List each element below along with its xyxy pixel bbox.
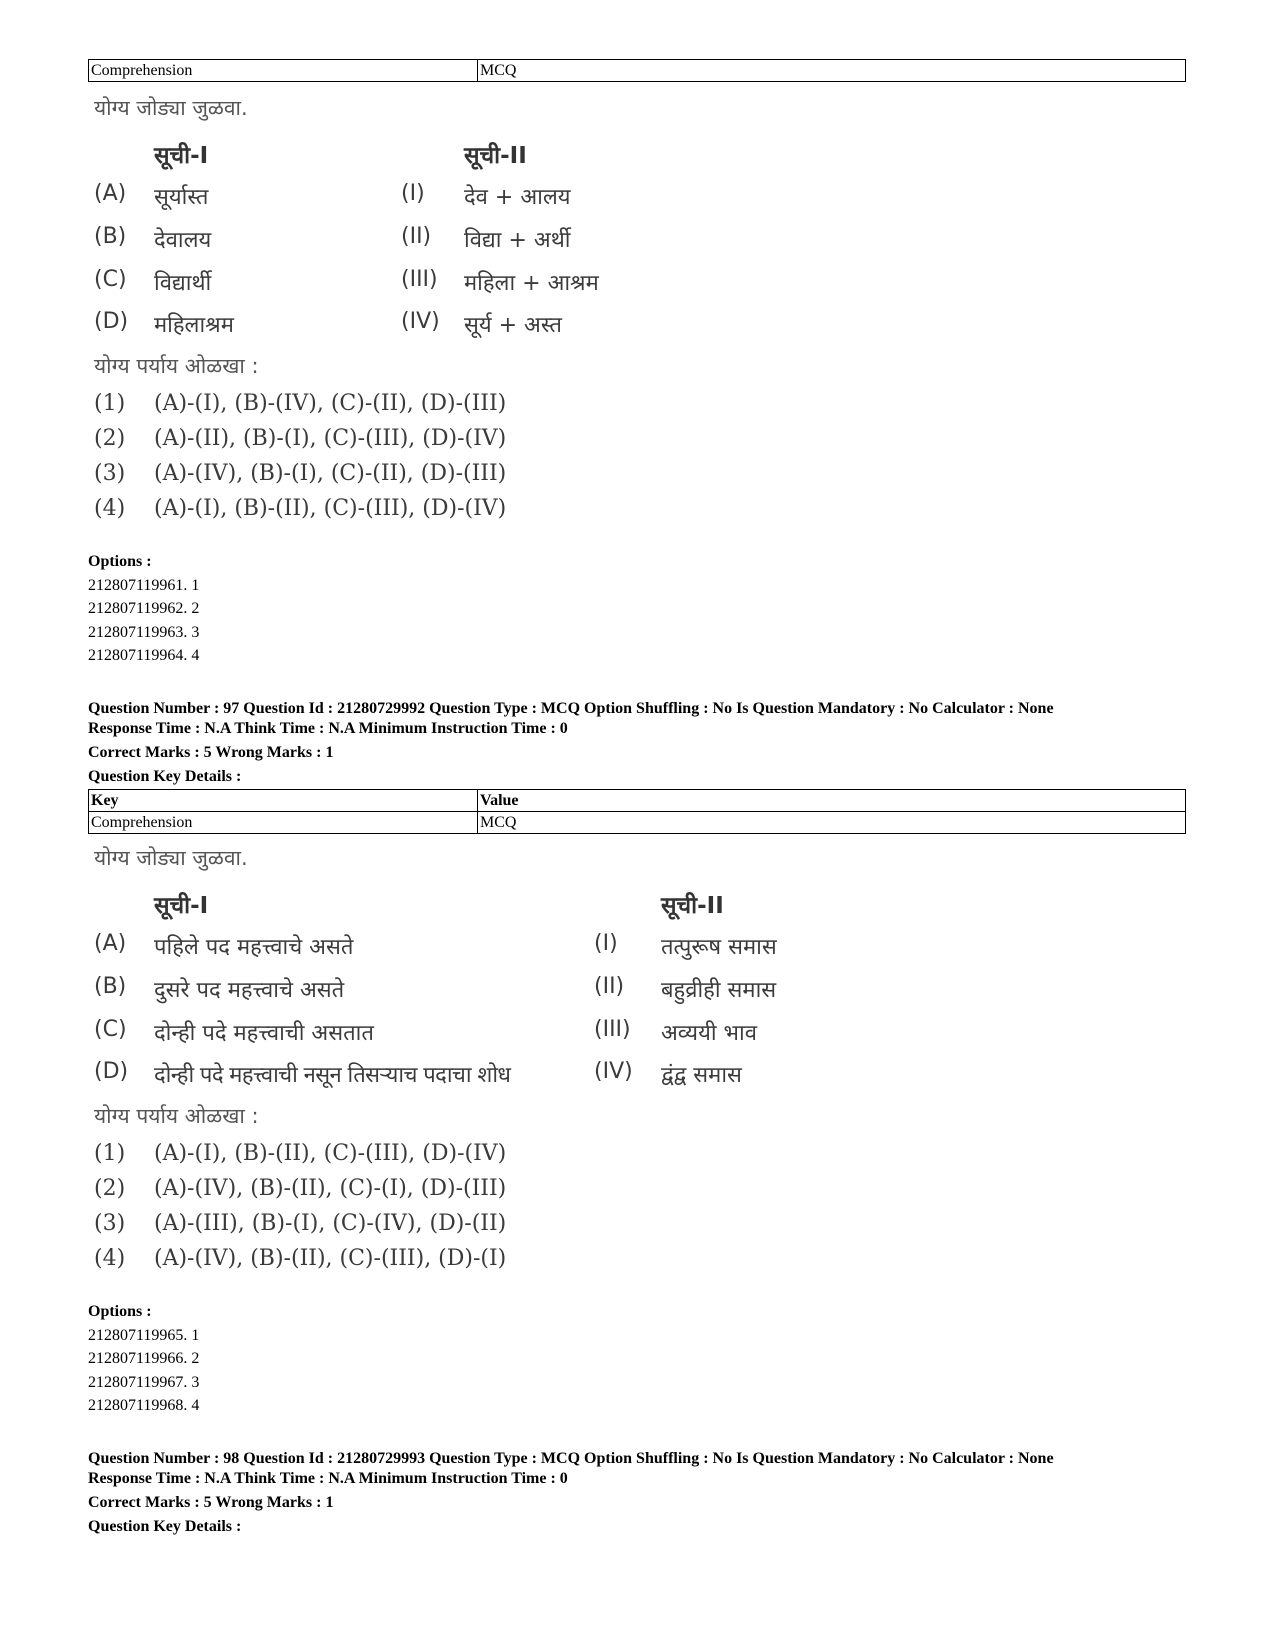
right-label: (II) (594, 974, 625, 999)
marks-line: Correct Marks : 5 Wrong Marks : 1 (88, 744, 334, 761)
q97-options (88, 1300, 199, 1418)
q98-marks (88, 1493, 333, 1513)
table-row (89, 60, 1186, 82)
left-text: दोन्ही पदे महत्त्वाची नसून तिसऱ्याच पदाचा शोध (154, 1063, 511, 1088)
left-text: विद्यार्थी (154, 271, 212, 296)
right-label: (IV) (594, 1059, 633, 1084)
q97-key-table (88, 789, 1186, 834)
right-text: तत्पुरूष समास (661, 935, 777, 960)
left-label: (C) (94, 267, 127, 292)
right-text: महिला + आश्रम (464, 271, 599, 296)
option-item: 212807119965. 1 (88, 1326, 200, 1344)
key-details-line: Question Key Details : (88, 768, 242, 785)
choice-number: (1) (94, 1141, 126, 1166)
left-text: देवालय (154, 228, 212, 253)
right-label: (I) (401, 181, 425, 206)
q98-key-details-title (88, 1517, 241, 1537)
left-label: (D) (94, 309, 129, 334)
left-label: (B) (94, 974, 127, 999)
question-meta-line: Response Time : N.A Think Time : N.A Minimum Instruction Time : 0 (88, 1470, 568, 1487)
table-header-key: Key (89, 790, 478, 812)
choice-text: (A)-(I), (B)-(II), (C)-(III), (D)-(IV) (154, 1141, 507, 1166)
list-2-header: सूची-II (464, 143, 527, 169)
choice-number: (1) (94, 391, 126, 416)
choice-text: (A)-(IV), (B)-(II), (C)-(I), (D)-(III) (154, 1176, 507, 1201)
left-label: (C) (94, 1017, 127, 1042)
right-label: (IV) (401, 309, 440, 334)
choice-number: (4) (94, 1246, 126, 1271)
right-text: बहुव्रीही समास (661, 978, 777, 1003)
choice-text: (A)-(IV), (B)-(II), (C)-(III), (D)-(I) (154, 1246, 507, 1271)
left-text: सूर्यास्त (154, 185, 209, 210)
choice-text: (A)-(I), (B)-(II), (C)-(III), (D)-(IV) (154, 496, 507, 521)
choice-number: (3) (94, 461, 126, 486)
left-label: (A) (94, 931, 127, 956)
option-item: 212807119963. 3 (88, 623, 200, 641)
question-meta-line: Question Number : 97 Question Id : 21280729992 Question Type : MCQ Option Shuffling : No Is Question Mandatory : No Calculator : None (88, 700, 1054, 717)
left-text: महिलाश्रम (154, 313, 234, 338)
right-text: देव + आलय (464, 185, 571, 210)
right-text: सूर्य + अस्त (464, 313, 562, 338)
table-cell-key: Comprehension (89, 812, 478, 834)
right-label: (II) (401, 224, 432, 249)
left-label: (B) (94, 224, 127, 249)
left-text: पहिले पद महत्त्वाचे असते (154, 935, 354, 960)
q97-marks (88, 743, 333, 763)
table-cell-value: MCQ (478, 60, 1186, 82)
list-1-header: सूची-I (154, 143, 209, 169)
left-text: दुसरे पद महत्त्वाचे असते (154, 978, 345, 1003)
right-label: (III) (594, 1017, 631, 1042)
table-cell-value: MCQ (478, 812, 1186, 834)
choice-number: (2) (94, 1176, 126, 1201)
question-meta-line: Question Number : 98 Question Id : 21280729993 Question Type : MCQ Option Shuffling : No Is Question Mandatory : No Calculator : None (88, 1450, 1054, 1467)
choice-number: (3) (94, 1211, 126, 1236)
option-item: 212807119962. 2 (88, 600, 200, 617)
choice-text: (A)-(III), (B)-(I), (C)-(IV), (D)-(II) (154, 1211, 507, 1236)
option-item: 212807119968. 4 (88, 1397, 200, 1414)
q96-key-table (88, 59, 1186, 82)
question-meta-line: Response Time : N.A Think Time : N.A Minimum Instruction Time : 0 (88, 720, 568, 737)
left-text: दोन्ही पदे महत्त्वाची असतात (154, 1021, 374, 1046)
choice-number: (4) (94, 496, 126, 521)
right-label: (I) (594, 931, 618, 956)
option-item: 212807119961. 1 (88, 576, 200, 594)
q97-meta (88, 699, 1054, 739)
left-label: (A) (94, 181, 127, 206)
choose-text: योग्य पर्याय ओळखा : (94, 354, 259, 378)
choice-text: (A)-(IV), (B)-(I), (C)-(II), (D)-(III) (154, 461, 507, 486)
right-label: (III) (401, 267, 438, 292)
table-cell-key: Comprehension (89, 60, 478, 82)
options-title: Options : (88, 1303, 152, 1320)
q98-meta (88, 1449, 1054, 1489)
marks-line: Correct Marks : 5 Wrong Marks : 1 (88, 1494, 334, 1511)
right-text: विद्या + अर्थी (464, 228, 571, 253)
instruction-text: योग्य जोड्या जुळवा. (94, 846, 248, 870)
option-item: 212807119966. 2 (88, 1350, 200, 1367)
table-header-row (89, 790, 1186, 812)
option-item: 212807119967. 3 (88, 1373, 200, 1391)
q97-key-details-title (88, 767, 241, 787)
instruction-text: योग्य जोड्या जुळवा. (94, 96, 248, 120)
choice-number: (2) (94, 426, 126, 451)
choice-text: (A)-(I), (B)-(IV), (C)-(II), (D)-(III) (154, 391, 507, 416)
table-header-value: Value (478, 790, 1186, 812)
right-text: द्वंद्व समास (661, 1063, 742, 1088)
table-row (89, 812, 1186, 834)
option-item: 212807119964. 4 (88, 647, 200, 664)
list-1-header: सूची-I (154, 893, 209, 919)
choose-text: योग्य पर्याय ओळखा : (94, 1104, 259, 1128)
list-2-header: सूची-II (661, 893, 724, 919)
left-label: (D) (94, 1059, 129, 1084)
q96-options (88, 550, 199, 668)
choice-text: (A)-(II), (B)-(I), (C)-(III), (D)-(IV) (154, 426, 507, 451)
options-title: Options : (88, 553, 152, 570)
key-details-line: Question Key Details : (88, 1518, 242, 1535)
right-text: अव्ययी भाव (661, 1021, 757, 1046)
